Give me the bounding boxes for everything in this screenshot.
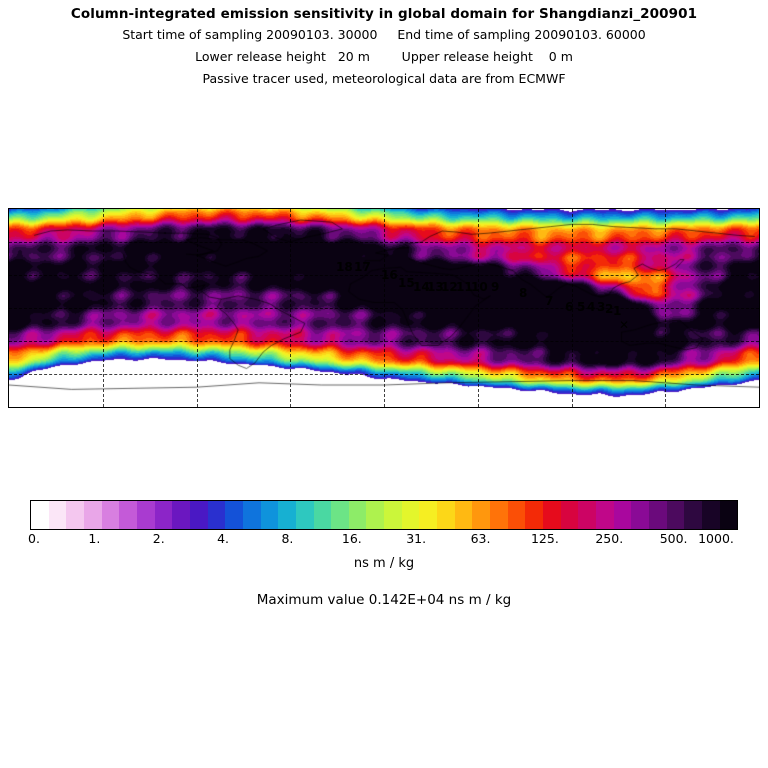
trajectory-age-label: 3 xyxy=(597,300,606,314)
colorbar-segment xyxy=(296,501,314,529)
trajectory-age-label: 7 xyxy=(545,294,554,308)
trajectory-age-label: 17 xyxy=(354,260,371,274)
colorbar-segment xyxy=(614,501,632,529)
colorbar-tick: 1. xyxy=(88,531,101,546)
colorbar-segment xyxy=(384,501,402,529)
colorbar-segment xyxy=(225,501,243,529)
colorbar-segment xyxy=(49,501,67,529)
trajectory-age-label: 16 xyxy=(381,268,398,282)
colorbar-segment xyxy=(543,501,561,529)
colorbar-segment xyxy=(578,501,596,529)
map-panel[interactable] xyxy=(8,208,760,408)
colorbar-segment xyxy=(472,501,490,529)
colorbar-segment xyxy=(490,501,508,529)
colorbar-block xyxy=(28,500,738,546)
colorbar-segment xyxy=(243,501,261,529)
colorbar-segment xyxy=(208,501,226,529)
colorbar-segment xyxy=(402,501,420,529)
colorbar-segment xyxy=(702,501,720,529)
trajectory-age-label: 2 xyxy=(605,302,614,316)
colorbar-tick: 2. xyxy=(152,531,165,546)
colorbar-segment xyxy=(31,501,49,529)
trajectory-age-label: 14 xyxy=(413,280,430,294)
colorbar-tick: 31. xyxy=(406,531,427,546)
colorbar-segment xyxy=(190,501,208,529)
colorbar-segment xyxy=(66,501,84,529)
trajectory-age-label: 12 xyxy=(441,280,458,294)
colorbar-tick-labels xyxy=(30,531,738,547)
sampling-time-line: Start time of sampling 20090103. 30000 End time of sampling 20090103. 60000 xyxy=(122,27,646,42)
gridline-parallel xyxy=(9,374,759,375)
trajectory-age-label: 18 xyxy=(336,260,353,274)
colorbar-tick: 63. xyxy=(470,531,491,546)
trajectory-age-label: 6 xyxy=(565,300,574,314)
colorbar-segment xyxy=(366,501,384,529)
colorbar[interactable] xyxy=(30,500,738,530)
gridline-parallel xyxy=(9,308,759,309)
colorbar-tick: 8. xyxy=(281,531,294,546)
page-title: Column-integrated emission sensitivity in global domain for Shangdianzi_200901 xyxy=(70,6,698,22)
colorbar-segment xyxy=(278,501,296,529)
colorbar-segment xyxy=(684,501,702,529)
colorbar-segment xyxy=(649,501,667,529)
colorbar-segment xyxy=(119,501,137,529)
colorbar-segment xyxy=(596,501,614,529)
trajectory-age-label: 13 xyxy=(427,280,444,294)
colorbar-segment xyxy=(419,501,437,529)
release-height-line: Lower release height 20 m Upper release height 0 m xyxy=(195,49,573,64)
colorbar-segment xyxy=(561,501,579,529)
release-site-marker: ✕ xyxy=(619,318,630,332)
colorbar-segment xyxy=(667,501,685,529)
colorbar-segment xyxy=(331,501,349,529)
colorbar-segment xyxy=(720,501,738,529)
colorbar-segment xyxy=(155,501,173,529)
colorbar-tick: 250. xyxy=(595,531,624,546)
header-block xyxy=(0,4,768,90)
colorbar-tick: 1000. xyxy=(698,531,734,546)
trajectory-age-label: 15 xyxy=(398,276,415,290)
trajectory-age-label: 9 xyxy=(491,280,500,294)
trajectory-age-label: 8 xyxy=(519,286,528,300)
colorbar-segment xyxy=(314,501,332,529)
trajectory-age-label: 4 xyxy=(587,300,596,314)
colorbar-segment xyxy=(349,501,367,529)
colorbar-tick: 500. xyxy=(659,531,688,546)
colorbar-segment xyxy=(137,501,155,529)
trajectory-age-label: 1 xyxy=(613,304,622,318)
colorbar-segment xyxy=(84,501,102,529)
gridline-parallel xyxy=(9,242,759,243)
trajectory-age-label: 10 xyxy=(471,280,488,294)
tracer-meteo-line: Passive tracer used, meteorological data are from ECMWF xyxy=(202,71,566,86)
colorbar-segment xyxy=(261,501,279,529)
trajectory-age-label: 5 xyxy=(577,300,586,314)
colorbar-tick: 0. xyxy=(28,531,40,546)
colorbar-segment xyxy=(631,501,649,529)
colorbar-units-label: ns m / kg xyxy=(353,556,415,571)
colorbar-segment xyxy=(455,501,473,529)
colorbar-segment xyxy=(102,501,120,529)
maximum-value-label: Maximum value 0.142E+04 ns m / kg xyxy=(256,592,512,608)
colorbar-tick: 16. xyxy=(341,531,362,546)
gridline-parallel xyxy=(9,341,759,342)
colorbar-segment xyxy=(508,501,526,529)
colorbar-segment xyxy=(437,501,455,529)
colorbar-segment xyxy=(172,501,190,529)
colorbar-segment xyxy=(525,501,543,529)
colorbar-tick: 125. xyxy=(530,531,559,546)
trajectory-age-label: 11 xyxy=(456,280,473,294)
colorbar-tick: 4. xyxy=(217,531,230,546)
